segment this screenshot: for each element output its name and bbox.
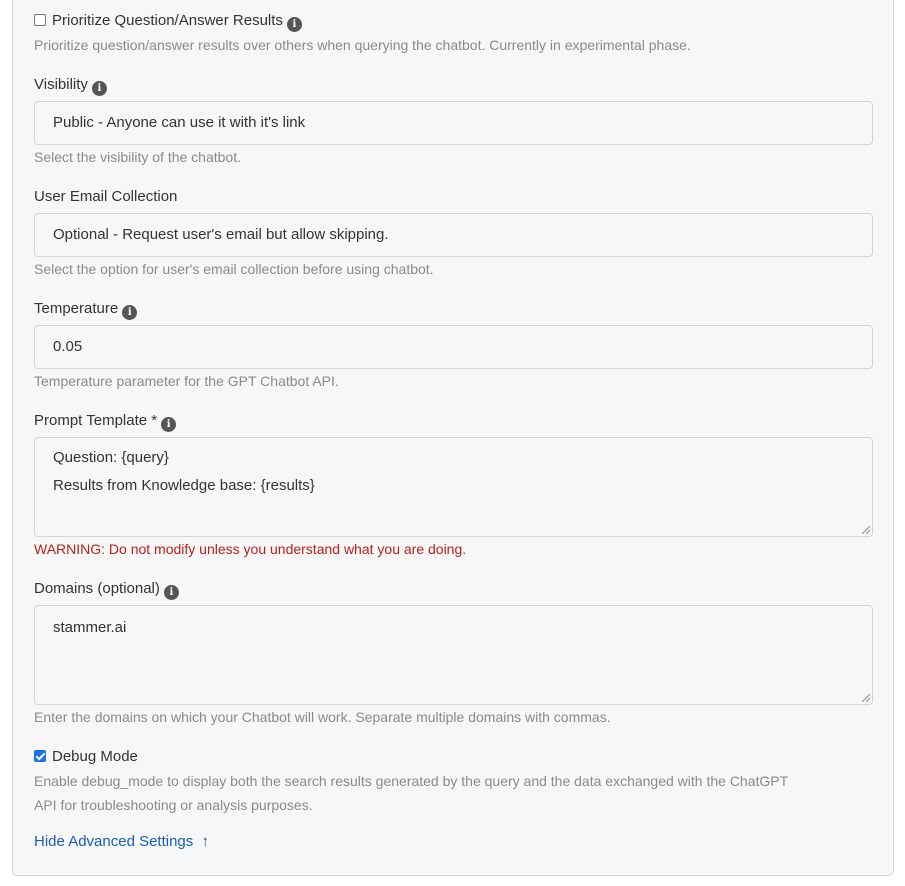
resize-handle-icon[interactable] [862,694,870,702]
debug-mode-checkbox[interactable] [34,750,46,762]
info-icon[interactable]: i [122,305,137,320]
info-icon[interactable]: i [92,81,107,96]
prompt-template-warning: WARNING: Do not modify unless you understand what you are doing. [34,541,467,557]
domains-help: Enter the domains on which your Chatbot will work. Separate multiple domains with commas. [34,709,611,725]
debug-mode-help-continued: API for troubleshooting or analysis purposes. [34,797,313,813]
resize-handle-icon[interactable] [862,526,870,534]
debug-mode-label[interactable]: Debug Mode [52,748,138,765]
domains-textarea[interactable] [34,605,873,705]
prompt-template-label: Prompt Template * [34,412,158,429]
visibility-label-row [34,76,107,96]
temperature-label: Temperature [34,300,119,317]
prioritize-help: Prioritize question/answer results over others when querying the chatbot. Currently in experimental phase. [34,37,691,53]
prompt-template-line: Question: {query} [53,449,169,466]
prioritize-label[interactable]: Prioritize Question/Answer Results [52,12,283,29]
arrow-up-icon: ↑ [201,833,209,850]
info-icon[interactable]: i [161,417,176,432]
email-collection-help: Select the option for user's email collection before using chatbot. [34,261,434,277]
temperature-help: Temperature parameter for the GPT Chatbot API. [34,373,339,389]
debug-mode-help: Enable debug_mode to display both the search results generated by the query and the data exchanged with the ChatGPT [34,773,789,789]
domains-value: stammer.ai [53,619,127,636]
email-collection-label: User Email Collection [34,188,178,205]
prioritize-label-row [52,12,302,32]
prompt-template-textarea[interactable] [34,437,873,537]
temperature-label-row [34,300,137,320]
prioritize-checkbox[interactable] [34,14,46,26]
email-collection-select[interactable]: Optional - Request user's email but allow skipping. [34,213,873,257]
hide-advanced-settings-link[interactable] [34,833,209,851]
visibility-label: Visibility [34,76,88,93]
info-icon[interactable]: i [287,17,302,32]
temperature-input[interactable]: 0.05 [34,325,873,369]
visibility-help: Select the visibility of the chatbot. [34,149,241,165]
prompt-template-label-row [34,412,176,432]
visibility-select[interactable]: Public - Anyone can use it with it's link [34,101,873,145]
domains-label: Domains (optional) [34,580,160,597]
info-icon[interactable]: i [164,585,179,600]
domains-label-row [34,580,179,600]
prompt-template-line: Results from Knowledge base: {results} [53,477,315,494]
hide-advanced-settings-label: Hide Advanced Settings [34,833,194,850]
